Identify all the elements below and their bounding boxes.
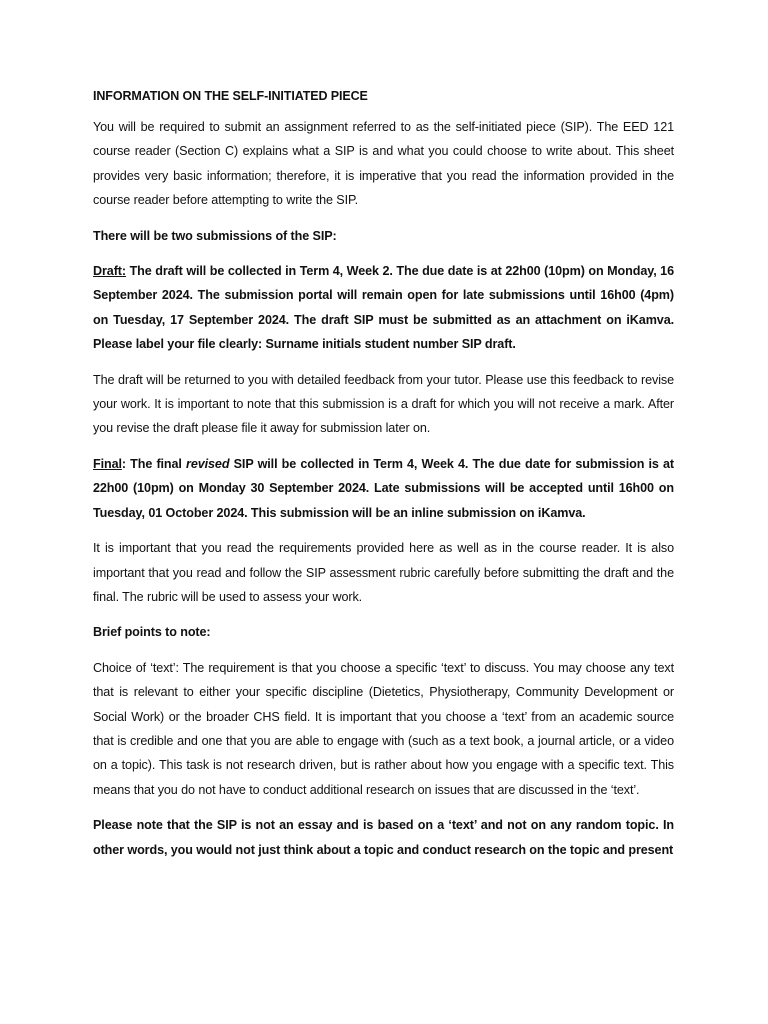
final-italic: revised xyxy=(186,456,230,471)
intro-paragraph: You will be required to submit an assignment referred to as the self-initiated piece (SIP). The EED 121 course reader (Section C) explains what a SIP is and what you could choose to write about. This sheet provides very basic information; therefore, it is imperative that you read the information provided in the course reader before attempting to write the SIP. xyxy=(93,120,674,208)
final-paragraph xyxy=(93,452,674,525)
final-text: SIP will be collected in Term 4, Week 4. The due date for submission is at 22h00 (10pm) on Monday 30 September 2024. Late submissions will be accepted until 16h00 on Tuesday, 01 October 2024. This submission will be an inline submission on iKamva. xyxy=(93,456,674,520)
note-paragraph: Please note that the SIP is not an essay and is based on a ‘text’ and not on any random topic. In other words, you would not just think about a topic and conduct research on the topic and present xyxy=(93,818,674,857)
final-label: Final xyxy=(93,456,122,471)
draft-text: The draft will be collected in Term 4, Week 2. The due date is at 22h00 (10pm) on Monday, 16 September 2024. The submission portal will remain open for late submissions until 16h00 (4pm) on Tuesday, 17 September 2024. The draft SIP must be submitted as an attachment on iKamva. Please label your file clearly: Surname initials student number SIP draft. xyxy=(93,264,674,352)
document-heading: INFORMATION ON THE SELF-INITIATED PIECE xyxy=(93,89,368,103)
brief-points-heading: Brief points to note: xyxy=(93,625,211,640)
draft-label: Draft: xyxy=(93,264,126,279)
draft-return-paragraph: The draft will be returned to you with detailed feedback from your tutor. Please use this feedback to revise your work. It is important to note that this submission is a draft for which you will not receive a mark. After you revise the draft please file it away for submission later on. xyxy=(93,372,674,436)
choice-of-text-paragraph: Choice of ‘text’: The requirement is that you choose a specific ‘text’ to discuss. You may choose any text that is relevant to either your specific discipline (Dietetics, Physiotherapy, Community Development or Social Work) or the broader CHS field. It is important that you choose a ‘text’ from an academic source that is credible and one that you are able to engage with (such as a text book, a journal article, or a video on a topic). This task is not research driven, but is rather about how you engage with a specific text. This means that you do not have to conduct additional research on issues that are discussed in the ‘text’. xyxy=(93,660,674,797)
draft-paragraph xyxy=(93,259,674,357)
final-colon: : The final xyxy=(121,456,187,471)
requirements-paragraph: It is important that you read the requirements provided here as well as in the course reader. It is also important that you read and follow the SIP assessment rubric carefully before submitting the draft and the final. The rubric will be used to assess your work. xyxy=(93,541,674,604)
submissions-heading: There will be two submissions of the SIP: xyxy=(93,228,337,243)
